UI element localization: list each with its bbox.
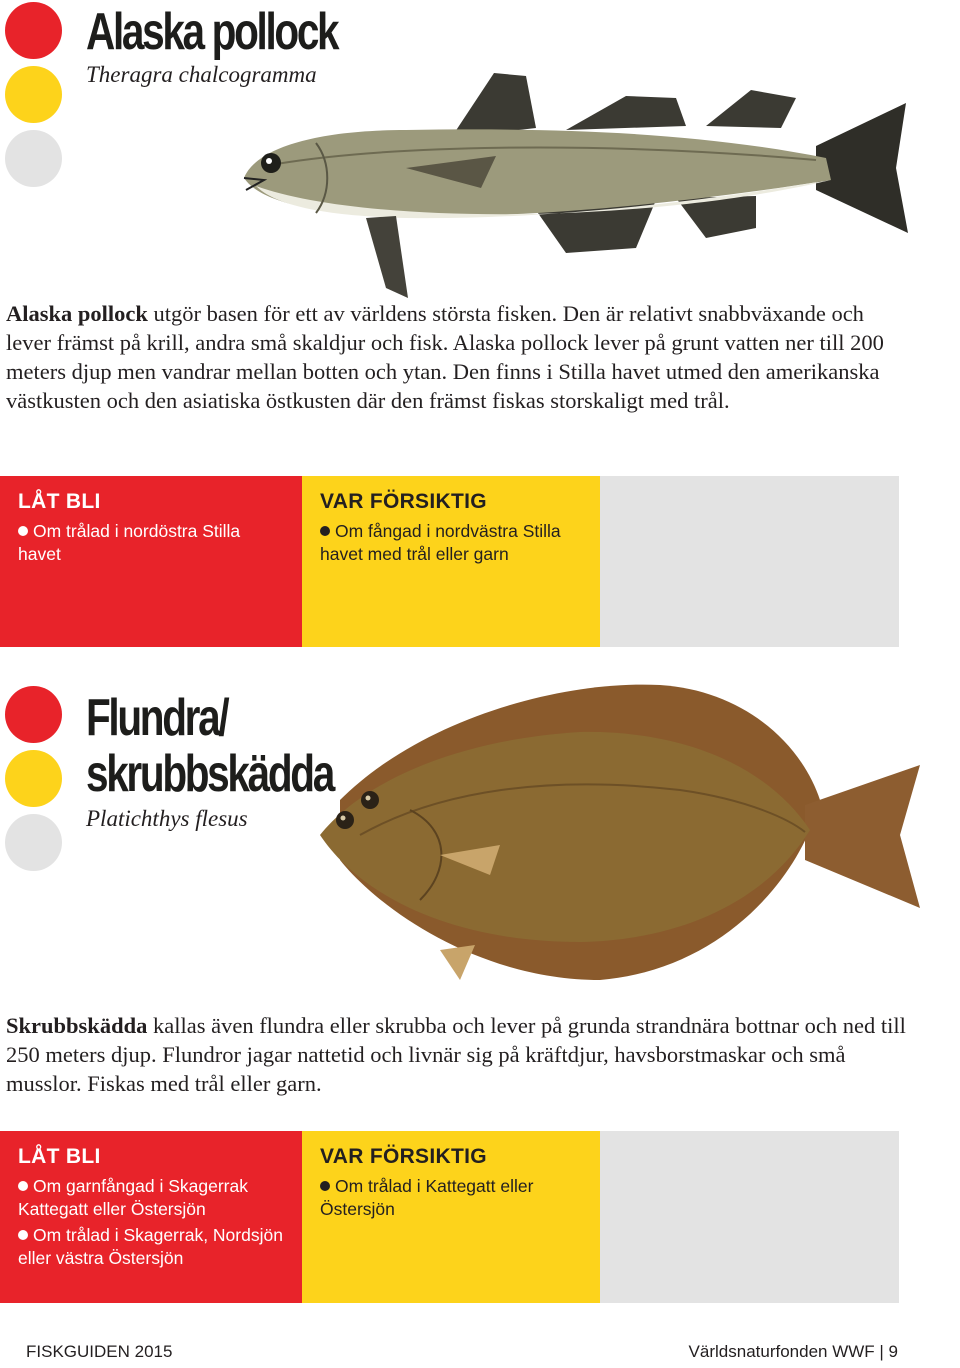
- pollock-fish-illustration: [236, 68, 916, 300]
- avoid-heading: LÅT BLI: [18, 1145, 101, 1168]
- rating-dot-red: [5, 2, 62, 59]
- caution-heading: VAR FÖRSIKTIG: [320, 490, 487, 513]
- description: [6, 1011, 906, 1098]
- footer-left: FISKGUIDEN 2015: [26, 1342, 173, 1361]
- description-text: kallas även flundra eller skrubba och lever på grunda strandnära bottnar och ned till 250 meters djup. Flundror jagar nattetid och livnär sig på kräftdjur, havsborstmaskar och små musslor. Fiskas med trål eller garn.: [6, 1013, 906, 1096]
- footer-right: Världsnaturfonden WWF | 9: [688, 1342, 898, 1361]
- avoid-box: [0, 476, 302, 647]
- ok-box: [600, 1131, 899, 1303]
- rating-dot-grey: [5, 130, 62, 187]
- bullet-icon: [18, 1181, 28, 1191]
- latin-name: Platichthys flesus: [86, 806, 248, 831]
- avoid-item: Om trålad i Skagerrak, Nordsjön eller västra Östersjön: [18, 1225, 283, 1268]
- flounder-fish-illustration: [300, 680, 925, 985]
- latin-name: Theragra chalcogramma: [86, 62, 317, 87]
- rating-dot-yellow: [5, 66, 62, 123]
- caution-box: [302, 1131, 600, 1303]
- bullet-icon: [18, 1230, 28, 1240]
- bullet-icon: [320, 1181, 330, 1191]
- avoid-box: [0, 1131, 302, 1303]
- description-bold: Alaska pollock: [6, 301, 148, 326]
- ok-box: [600, 476, 899, 647]
- bullet-icon: [18, 526, 28, 536]
- description-text: utgör basen för ett av världens största fisken. Den är relativt snabbväxande och lever främst på krill, andra små skaldjur och fisk. Alaska pollock lever på grunt vatten ner till 200 meters djup men vandrar mellan botten och ytan. Den finns i Stilla havet utmed den amerikanska västkusten och den asiatiska östkusten där den främst fiskas storskaligt med trål.: [6, 301, 884, 413]
- caution-item: Om trålad i Kattegatt eller Östersjön: [320, 1176, 534, 1219]
- fish-title-line2: skrubbskädda: [86, 745, 333, 803]
- caution-item: Om fångad i nordvästra Stilla havet med trål eller garn: [320, 521, 561, 564]
- caution-heading: VAR FÖRSIKTIG: [320, 1145, 487, 1168]
- fish-title-line1: Flundra/: [86, 689, 228, 747]
- bullet-icon: [320, 526, 330, 536]
- avoid-heading: LÅT BLI: [18, 490, 101, 513]
- description-bold: Skrubbskädda: [6, 1013, 148, 1038]
- rating-dot-grey: [5, 814, 62, 871]
- description: [6, 299, 906, 415]
- fish-title: Alaska pollock: [86, 3, 338, 61]
- rating-dot-yellow: [5, 750, 62, 807]
- caution-box: [302, 476, 600, 647]
- avoid-item: Om trålad i nordöstra Stilla havet: [18, 521, 241, 564]
- rating-dot-red: [5, 686, 62, 743]
- avoid-item: Om garnfångad i Skagerrak Kattegatt eller Östersjön: [18, 1176, 248, 1219]
